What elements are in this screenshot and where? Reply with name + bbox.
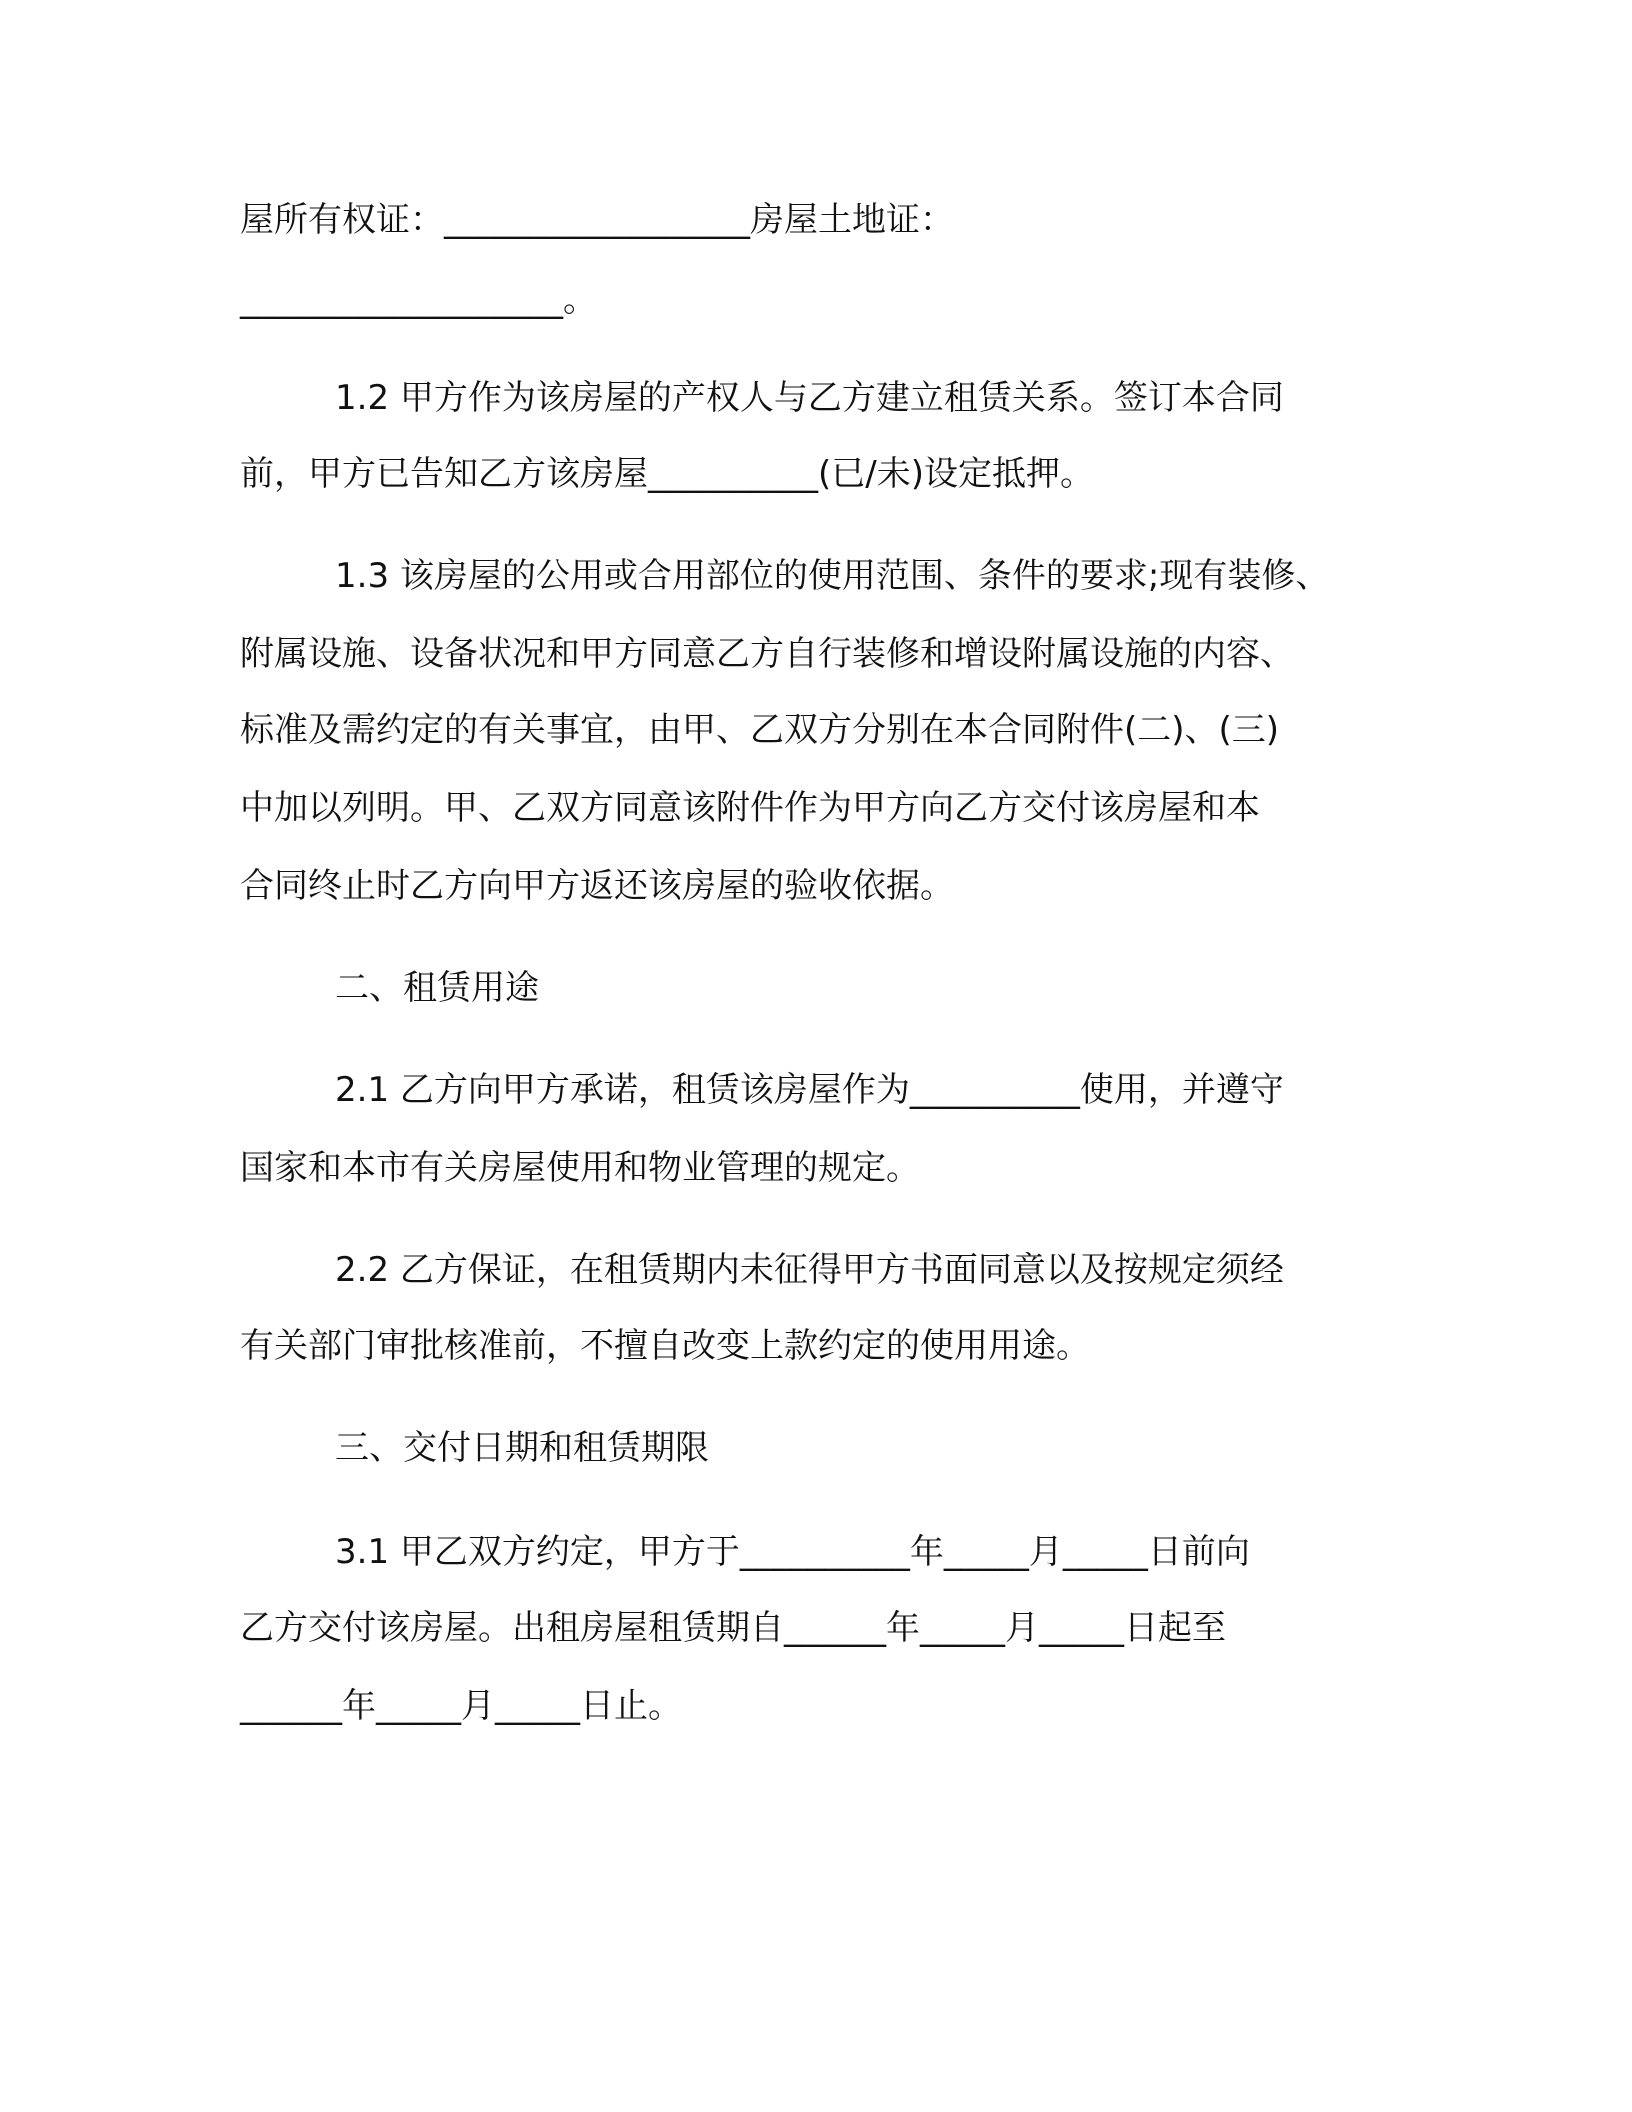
- clause-2-1-line-2: 国家和本市有关房屋使用和物业管理的规定。: [240, 1148, 920, 1188]
- ownership-certificate-line: 屋所有权证：__________________房屋土地证：: [240, 200, 954, 240]
- clause-3-1-line-1: 3.1 甲乙双方约定，甲方于__________年_____月_____日前向: [335, 1532, 1250, 1572]
- clause-1-3-line-4: 中加以列明。甲、乙双方同意该附件作为甲方向乙方交付该房屋和本: [240, 788, 1260, 828]
- clause-1-2-line-1: 1.2 甲方作为该房屋的产权人与乙方建立租赁关系。签订本合同: [335, 378, 1284, 418]
- clause-1-3-line-2: 附属设施、设备状况和甲方同意乙方自行装修和增设附属设施的内容、: [240, 634, 1294, 674]
- clause-1-3-line-5: 合同终止时乙方向甲方返还该房屋的验收依据。: [240, 866, 954, 906]
- section-3-heading: 三、交付日期和租赁期限: [335, 1428, 709, 1468]
- land-certificate-blank-line: ___________________。: [240, 280, 597, 320]
- clause-3-1-line-2: 乙方交付该房屋。出租房屋租赁期自______年_____月_____日起至: [240, 1608, 1226, 1648]
- clause-2-1-line-1: 2.1 乙方向甲方承诺，租赁该房屋作为__________使用，并遵守: [335, 1070, 1284, 1110]
- clause-2-2-line-2: 有关部门审批核准前，不擅自改变上款约定的使用用途。: [240, 1326, 1090, 1366]
- section-2-heading: 二、租赁用途: [335, 968, 539, 1008]
- clause-3-1-line-3: ______年_____月_____日止。: [240, 1686, 682, 1726]
- clause-1-3-line-3: 标准及需约定的有关事宜，由甲、乙双方分别在本合同附件(二)、(三): [240, 710, 1280, 750]
- clause-1-2-line-2: 前，甲方已告知乙方该房屋__________(已/未)设定抵押。: [240, 454, 1094, 494]
- clause-2-2-line-1: 2.2 乙方保证，在租赁期内未征得甲方书面同意以及按规定须经: [335, 1250, 1284, 1290]
- clause-1-3-line-1: 1.3 该房屋的公用或合用部位的使用范围、条件的要求;现有装修、: [335, 556, 1330, 596]
